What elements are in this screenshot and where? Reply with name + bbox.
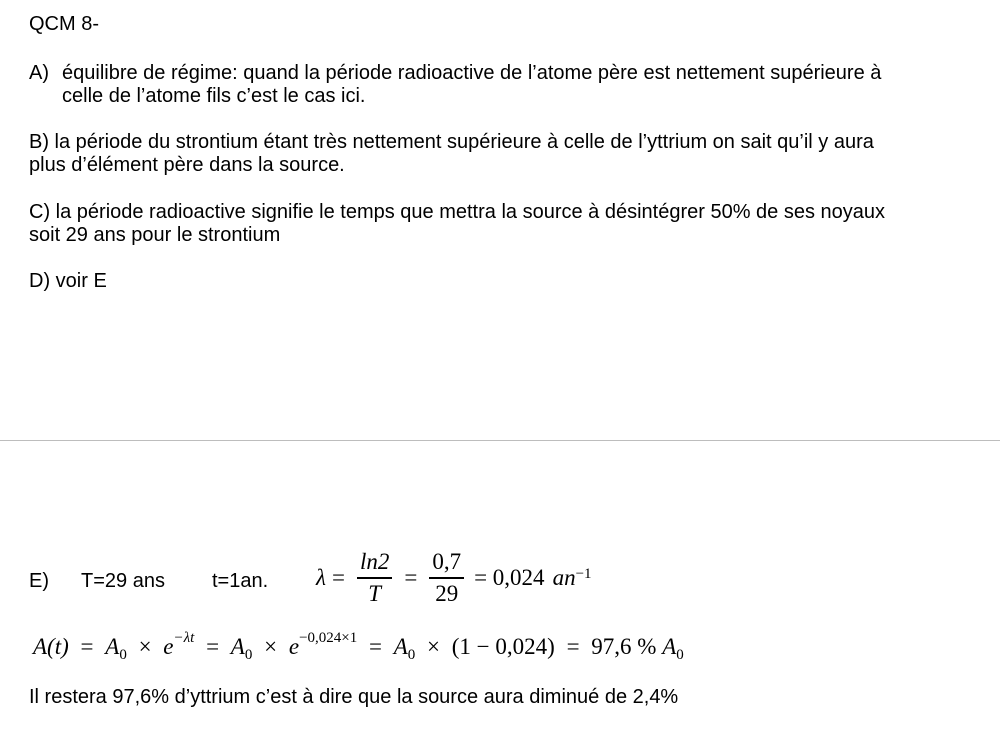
section-divider [0,440,1000,441]
lambda-unit-exponent: −1 [575,565,592,582]
fraction-denominator: T [368,580,382,606]
exp-base: e [163,634,174,659]
conclusion-text: Il restera 97,6% d’yttrium c’est à dire que la source aura diminué de 2,4% [29,686,679,708]
fraction-07-over-29 [429,549,464,607]
exp-base: e [288,634,300,659]
a0-subscript: 0 [676,647,684,663]
activity-lhs: A(t) [33,634,69,659]
option-d-text: D) voir E [29,270,107,292]
period-value: T=29 ans [81,570,165,592]
exponent-lambda-t: −λt [173,630,195,646]
option-a-line1: équilibre de régime: quand la période radioactive de l’atome père est nettement supérieure à [62,62,882,84]
activity-formula [33,630,684,664]
parenthesis-term: (1 − 0,024) [451,634,555,659]
option-a-letter: A) [29,62,49,84]
option-c-line2: soit 29 ans pour le strontium [29,224,281,246]
option-c-line1: C) la période radioactive signifie le temps que mettra la source à désintégrer 50% de ses noyaux [29,201,886,223]
lambda-result: = 0,024 [474,565,545,590]
a0-symbol: A [662,634,677,659]
times-sign: × [264,634,278,659]
equals-sign: = [206,634,220,659]
equals-sign: = [368,634,382,659]
fraction-numerator: 0,7 [432,549,462,575]
lambda-symbol: λ [316,565,326,590]
option-a-text [62,62,881,108]
lambda-formula [316,545,592,611]
a0-subscript: 0 [119,647,127,663]
option-b-line1: B) la période du strontium étant très nettement supérieure à celle de l’yttrium on sait qu’il y aura [29,131,874,153]
equals-sign: = [80,634,94,659]
option-a-line2: celle de l’atome fils c’est le cas ici. [62,85,366,107]
option-e-letter: E) [29,570,49,592]
activity-result: 97,6 % [591,634,657,659]
lambda-unit: an [552,565,576,590]
option-b-text [29,131,874,177]
a0-symbol: A [105,634,120,659]
a0-subscript: 0 [407,647,416,663]
fraction-denominator: 29 [435,580,459,606]
times-sign: × [138,634,152,659]
fraction-ln2-over-T [357,549,392,607]
equals-sign: = [566,634,580,659]
option-c-text [29,201,885,247]
question-title: QCM 8- [29,13,99,35]
option-b-line2: plus d’élément père dans la source. [29,154,345,176]
a0-symbol: A [230,634,245,659]
time-value: t=1an. [212,570,269,592]
times-sign: × [427,634,441,659]
equals-sign: = [331,565,345,590]
exponent-numeric: −0,024×1 [299,630,358,646]
a0-subscript: 0 [244,647,253,663]
equals-sign: = [404,565,418,590]
fraction-numerator: ln2 [359,549,390,575]
a0-symbol: A [393,634,408,659]
